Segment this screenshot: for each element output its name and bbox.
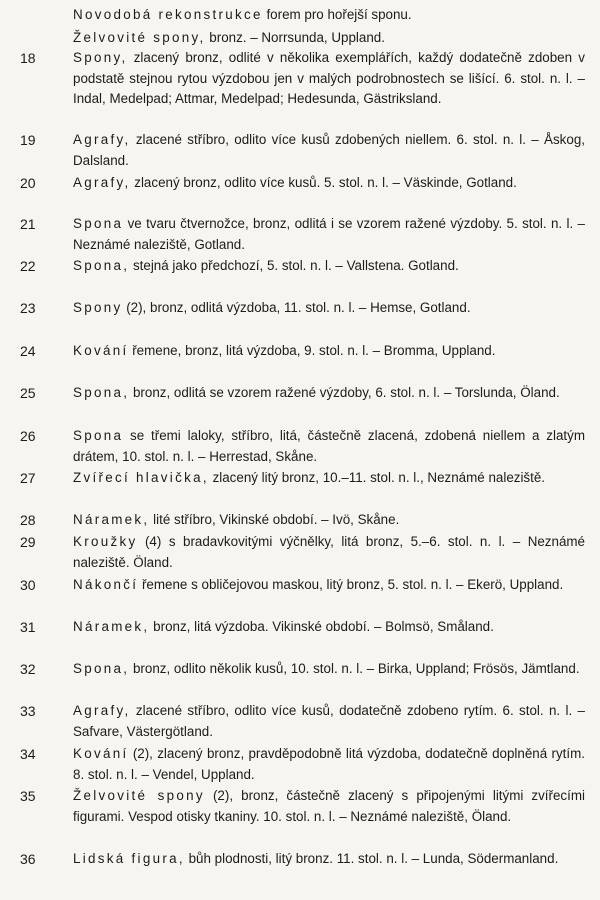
catalog-entry-32 (20, 659, 590, 680)
entry-term: Kování (73, 343, 129, 358)
entry-body (73, 786, 585, 827)
entry-text: zlacený bronz, odlité v několika exemplářích, každý dodatečně zdoben v podstatě stejnou rytou výzdobou jen v malých podrobnostech se lišící. 6. stol. n. l. – Indal, Medelpad; Attmar, Medelpad; Hedesunda, Gästriksland. (73, 50, 585, 106)
entry-term: Lidská figura, (73, 851, 185, 866)
entry-term: Kroužky (73, 534, 138, 549)
entry-term: Želvovité spony, (73, 29, 206, 45)
entry-text: zlacené stříbro, odlito více kusů zdobených niellem. 6. stol. n. l. – Åskog, Dalsland. (73, 132, 585, 168)
entry-number: 22 (20, 258, 36, 274)
entry-number: 34 (20, 746, 36, 762)
entry-term: Spona, (73, 385, 130, 400)
entry-term: Spona, (73, 661, 130, 676)
entry-body (73, 701, 585, 742)
entry-body (73, 659, 585, 680)
entry-term: Agrafy, (73, 132, 131, 147)
entry-text: forem pro hořejší sponu. (262, 7, 412, 22)
entry-body (73, 744, 585, 785)
catalog-entry-20 (20, 173, 590, 194)
catalog-entry-29 (20, 532, 590, 573)
entry-text: zlacené stříbro, odlito více kusů, dodatečně zdobeno rytím. 6. stol. n. l. – Safvare, Västergötland. (73, 703, 585, 739)
entry-number: 23 (20, 300, 36, 316)
entry-number: 32 (20, 661, 36, 677)
entry-body (73, 575, 585, 596)
entry-body (73, 510, 585, 531)
entry-text: bronz. – Norrsunda, Uppland. (205, 29, 385, 45)
catalog-entry-25 (20, 383, 590, 404)
entry-text: (2), bronz, odlitá výzdoba, 11. stol. n. l. – Hemse, Gotland. (122, 300, 471, 315)
entry-term: Spony (73, 300, 123, 315)
entry-body (73, 532, 585, 573)
entry-text: (4) s bradavkovitými výčnělky, litá bronz, 5.–6. stol. n. l. – Neznámé naleziště. Öland. (73, 534, 585, 570)
continued-entry (73, 4, 585, 49)
entry-text: bronz, litá výzdoba. Vikinské období. – Bolmsö, Småland. (149, 619, 494, 634)
entry-number: 26 (20, 428, 36, 444)
entry-number: 31 (20, 619, 36, 635)
entry-term: Spony, (73, 50, 128, 65)
entry-term: Nákončí (73, 577, 139, 592)
entry-number: 19 (20, 132, 36, 148)
entry-term: Agrafy, (73, 703, 131, 718)
entry-body (73, 468, 585, 489)
entry-term: Kování (73, 746, 129, 761)
catalog-entry-27 (20, 468, 590, 489)
entry-term: Agrafy, (73, 175, 131, 190)
entry-text: bůh plodnosti, litý bronz. 11. stol. n. l. – Lunda, Södermanland. (184, 851, 559, 866)
entry-text: (2), bronz, částečně zlacený s připojenými litými zvířecími figurami. Vespod otisky tkaniny. 10. stol. n. l. – Neznámé naleziště, Öland. (73, 788, 585, 824)
entry-text: zlacený litý bronz, 10.–11. stol. n. l., Neznámé naleziště. (208, 470, 546, 485)
entry-number: 25 (20, 385, 36, 401)
entry-body (73, 48, 585, 110)
catalog-entry-30 (20, 575, 590, 596)
entry-number: 18 (20, 50, 36, 66)
entry-text: řemene, bronz, litá výzdoba, 9. stol. n. l. – Bromma, Uppland. (128, 343, 496, 358)
catalog-entry-36 (20, 849, 590, 870)
entry-number: 35 (20, 788, 36, 804)
catalog-entry-19 (20, 130, 590, 171)
entry-term: Náramek, (73, 619, 150, 634)
entry-term: Želvovité spony (73, 788, 205, 803)
entry-number: 21 (20, 216, 36, 232)
catalog-entry-23 (20, 298, 590, 319)
catalog-entry-18 (20, 48, 590, 110)
entry-body (73, 617, 585, 638)
entry-body (73, 426, 585, 467)
entry-body (73, 383, 585, 404)
catalog-entry-26 (20, 426, 590, 467)
entry-number: 36 (20, 851, 36, 867)
catalog-entry-33 (20, 701, 590, 742)
entry-text: lité stříbro, Vikinské období. – Ivö, Skåne. (149, 512, 400, 527)
catalog-entry-21 (20, 214, 590, 255)
entry-body (73, 214, 585, 255)
entry-body (73, 173, 585, 194)
entry-text: (2), zlacený bronz, pravděpodobně litá výzdoba, dodatečně doplněná rytím. 8. stol. n. l. – Vendel, Uppland. (73, 746, 585, 782)
entry-body (73, 849, 585, 870)
continued-line (73, 27, 585, 50)
entry-text: ve tvaru čtvernožce, bronz, odlitá i se vzorem ražené výzdoby. 5. stol. n. l. – Neznámé naleziště, Gotland. (73, 216, 585, 252)
catalog-entry-24 (20, 341, 590, 362)
entry-body (73, 298, 585, 319)
entry-term: Spona (73, 216, 124, 231)
entry-number: 33 (20, 703, 36, 719)
entry-body (73, 130, 585, 171)
entry-number: 29 (20, 534, 36, 550)
catalog-entry-22 (20, 256, 590, 277)
entry-number: 24 (20, 343, 36, 359)
entry-term: Zvířecí hlavička, (73, 470, 209, 485)
catalog-entry-34 (20, 744, 590, 785)
entry-number: 20 (20, 175, 36, 191)
entry-text: bronz, odlitá se vzorem ražené výzdoby, 6. stol. n. l. – Torslunda, Öland. (129, 385, 560, 400)
entry-term: Spona (73, 428, 124, 443)
entry-text: zlacený bronz, odlito více kusů. 5. stol. n. l. – Väskinde, Gotland. (130, 175, 517, 190)
entry-term: Náramek, (73, 512, 150, 527)
entry-body (73, 256, 585, 277)
catalog-entry-28 (20, 510, 590, 531)
entry-text: řemene s obličejovou maskou, litý bronz, 5. stol. n. l. – Ekerö, Uppland. (138, 577, 564, 592)
entry-term: Novodobá rekonstrukce (73, 7, 263, 22)
entry-text: se třemi laloky, stříbro, litá, částečně zlacená, zdobená niellem a zlatým drátem, 10. stol. n. l. – Herrestad, Skåne. (73, 428, 585, 464)
entry-body (73, 341, 585, 362)
entry-number: 28 (20, 512, 36, 528)
entry-term: Spona, (73, 258, 130, 273)
entry-text: stejná jako předchozí, 5. stol. n. l. – Vallstena. Gotland. (129, 258, 459, 273)
catalog-entry-35 (20, 786, 590, 827)
entry-number: 30 (20, 577, 36, 593)
catalog-entry-31 (20, 617, 590, 638)
entry-text: bronz, odlito několik kusů, 10. stol. n. l. – Birka, Uppland; Frösös, Jämtland. (129, 661, 580, 676)
continued-line (73, 4, 585, 27)
entry-number: 27 (20, 470, 36, 486)
